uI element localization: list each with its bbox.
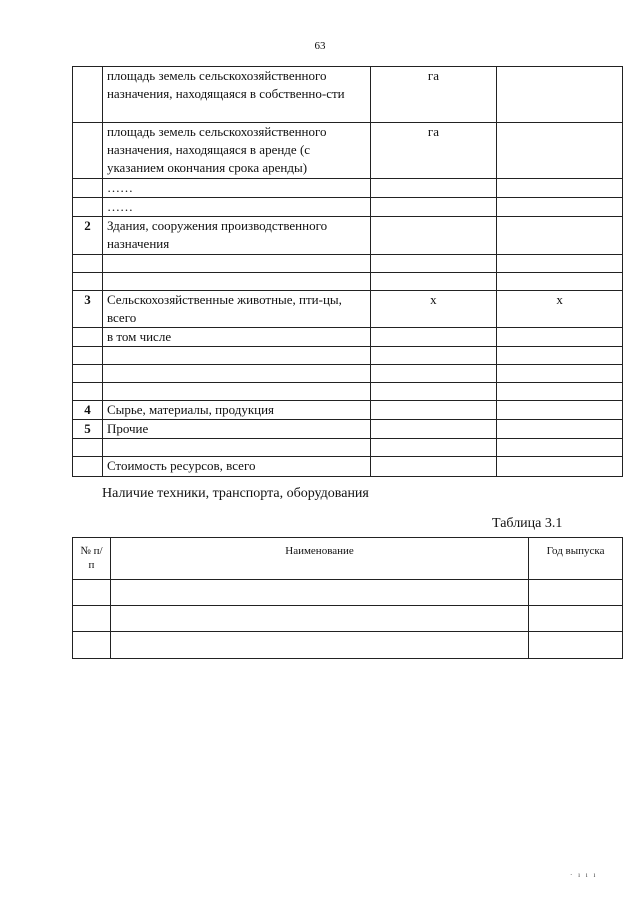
table-row <box>73 606 623 632</box>
table-row <box>73 179 623 198</box>
row-unit <box>370 198 497 217</box>
row-name: …… <box>102 179 370 198</box>
table-row <box>73 347 623 365</box>
row-name <box>102 347 370 365</box>
row-value <box>497 273 623 291</box>
cell-name <box>110 606 528 632</box>
resources-table <box>72 66 623 477</box>
row-number <box>73 457 103 477</box>
row-value <box>497 457 623 477</box>
table-header-row <box>73 538 623 580</box>
row-value <box>497 198 623 217</box>
cell-year <box>529 632 623 659</box>
row-number <box>73 123 103 179</box>
table-row <box>73 420 623 439</box>
header-number: № п/п <box>73 538 111 580</box>
row-name <box>102 255 370 273</box>
row-unit <box>370 383 497 401</box>
header-name: Наименование <box>110 538 528 580</box>
row-value: х <box>497 291 623 328</box>
row-value <box>497 439 623 457</box>
cell-year <box>529 580 623 606</box>
table-row <box>73 439 623 457</box>
row-name <box>102 365 370 383</box>
table-caption: Таблица 3.1 <box>492 516 563 531</box>
row-unit <box>370 273 497 291</box>
cell-number <box>73 606 111 632</box>
cell-number <box>73 580 111 606</box>
row-unit: га <box>370 67 497 123</box>
row-unit <box>370 347 497 365</box>
row-number: 3 <box>73 291 103 328</box>
table-row <box>73 580 623 606</box>
header-year: Год выпуска <box>529 538 623 580</box>
row-value <box>497 420 623 439</box>
row-value <box>497 123 623 179</box>
row-value <box>497 255 623 273</box>
row-unit <box>370 179 497 198</box>
row-unit <box>370 365 497 383</box>
row-unit <box>370 217 497 255</box>
equipment-table <box>72 537 623 659</box>
footer-mark: · ı ı ı <box>570 871 598 879</box>
row-name <box>102 439 370 457</box>
table-row <box>73 198 623 217</box>
table-row <box>73 383 623 401</box>
row-unit <box>370 420 497 439</box>
row-number <box>73 365 103 383</box>
row-value <box>497 67 623 123</box>
row-unit <box>370 328 497 347</box>
row-value <box>497 217 623 255</box>
cell-number <box>73 632 111 659</box>
row-value <box>497 328 623 347</box>
row-name: в том числе <box>102 328 370 347</box>
row-value <box>497 401 623 420</box>
row-number <box>73 383 103 401</box>
table-row <box>73 67 623 123</box>
table-row <box>73 273 623 291</box>
cell-name <box>110 580 528 606</box>
table-row <box>73 217 623 255</box>
row-name: Сырье, материалы, продукция <box>102 401 370 420</box>
table-row <box>73 291 623 328</box>
table-row <box>73 457 623 477</box>
row-unit <box>370 401 497 420</box>
row-unit: га <box>370 123 497 179</box>
section-heading: Наличие техники, транспорта, оборудования <box>102 486 369 501</box>
row-value <box>497 383 623 401</box>
row-name: площадь земель сельскохозяйственного назначения, находящаяся в собственно-сти <box>102 67 370 123</box>
table-row <box>73 328 623 347</box>
table-row <box>73 255 623 273</box>
cell-year <box>529 606 623 632</box>
row-unit <box>370 457 497 477</box>
row-number <box>73 67 103 123</box>
page-number: 63 <box>314 40 326 52</box>
row-name <box>102 383 370 401</box>
row-name: Стоимость ресурсов, всего <box>102 457 370 477</box>
row-value <box>497 365 623 383</box>
row-value <box>497 179 623 198</box>
table-row <box>73 365 623 383</box>
row-name: Прочие <box>102 420 370 439</box>
row-number: 5 <box>73 420 103 439</box>
row-number <box>73 347 103 365</box>
row-number <box>73 439 103 457</box>
row-value <box>497 347 623 365</box>
row-number: 2 <box>73 217 103 255</box>
row-name: площадь земель сельскохозяйственного назначения, находящаяся в аренде (с указанием окончания срока аренды) <box>102 123 370 179</box>
row-number: 4 <box>73 401 103 420</box>
table-row <box>73 123 623 179</box>
row-number <box>73 255 103 273</box>
row-name: Здания, сооружения производственного назначения <box>102 217 370 255</box>
row-unit: х <box>370 291 497 328</box>
row-number <box>73 179 103 198</box>
cell-name <box>110 632 528 659</box>
row-unit <box>370 439 497 457</box>
table-row <box>73 632 623 659</box>
row-name: …… <box>102 198 370 217</box>
row-name: Сельскохозяйственные животные, пти-цы, всего <box>102 291 370 328</box>
row-name <box>102 273 370 291</box>
table-row <box>73 401 623 420</box>
row-unit <box>370 255 497 273</box>
row-number <box>73 328 103 347</box>
row-number <box>73 273 103 291</box>
row-number <box>73 198 103 217</box>
